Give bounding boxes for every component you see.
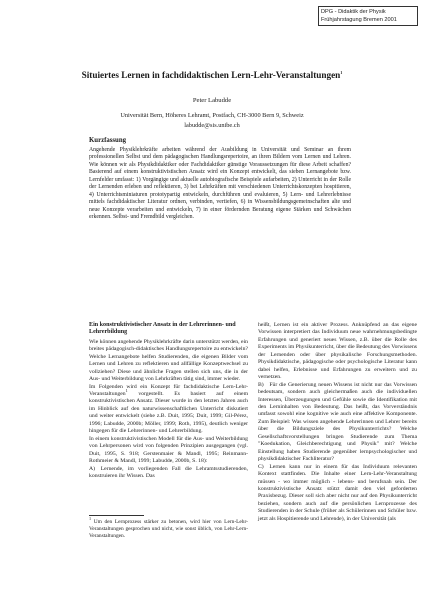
paragraph-text: Im Folgenden wird ein Konzept für fachdidaktische Lern-Lehr-Veranstaltungen — [89, 383, 248, 397]
paragraph: In einem konstruktivistischen Modell für die Aus- und Weiterbildung von Lehrpersonen wird von folgenden Prinzipien ausgegangen (vgl. Duit, 1995, S. 918; Gerstenmaier & Mandl, 1995; Reinmann-Rothmeier & Mandl, 1999; Labudde, 2000b, S. 18): — [89, 435, 248, 465]
paragraph-text: vorgestellt. Es basiert auf einem konstruktivistischen Ansatz. Dieser wurde in den letzten Jahren auch im Hinblick auf den naturwissenschaftlichen Unterricht diskutiert und weiter entwickelt (siehe z.B. Duit, 1995; Duit, 1999; Gil-Pérez, 1996; Labudde, 2000b; Möller, 1999; Roth, 1995), deutlich weniger hingegen für die Lehrerinnen- und Lehrerbildung. — [89, 390, 248, 435]
affiliation: Universität Bern, Höheres Lehramt, Postfach, CH-3000 Bern 9, Schweiz — [120, 112, 304, 119]
paragraph: Wie können angehende Physiklehrkräfte darin unterstützt werden, ein breites pädagogisch-didaktisches Handlungsrepertoire zu entwickeln? Welche Lernangebote helfen Studierenden, die eigenen Bilder vom Lernen und Lehren zu reflektieren und allfällige Konzeptwechsel zu vollziehen? Diese und ähnliche Fragen stellen sich uns, die in der Aus- und Weiterbildung von Lehrkräften tätig sind, immer wieder. — [89, 338, 248, 383]
left-column — [89, 322, 248, 480]
section-heading: Ein konstruktivistischer Ansatz in der Lehrerinnen- und Lehrerbildung — [89, 322, 236, 336]
footnote-rule — [89, 515, 144, 516]
paragraph: C) Lernen kann nur in einem für das Individuum relevanten Kontext stattfinden. Die Inhalte einer Lern-Lehr-Veranstaltung müssen - wo immer möglich - lebens- und berufsnah sein. Der konstruktivistische Ansatz stützt damit den viel geforderten Praxisbezug. Dieser soll sich aber nicht nur auf den Physikunterricht beziehen, sondern auch auf die persönlichen Lernprozesse des Studierenden in der Schule (früher als Schülerinnen und Schüler bzw. jetzt als Hospitierende und Lehrende), in der Universität (als — [258, 463, 417, 522]
paragraph: heißt, Lernen ist ein aktiver Prozess. Anknüpfend an das eigene Vorwissen interpretiert das Individuum neue wahrnehmungsbedingte Erfahrungen und generiert neues Wissen, z.B. über die Rolle des Experiments im Physikunterricht, über die Bedeutung des Vorwissens der Lernenden oder über physikalische Forschungsmethoden. Physikdidaktische, pädagogische oder psychologische Literatur kann dabei helfen, Erlebnisse und Erfahrungen zu erweitern und zu vernetzen. — [258, 322, 417, 381]
footnote-text: Um den Lernprozess stärker zu betonen, wird hier von Lern-Lehr-Veranstaltungen gesprochen und nicht, wie sonst üblich, von Lehr-Lern-Veranstaltungen. — [89, 519, 248, 539]
author: Peter Labudde — [192, 97, 232, 104]
footnote — [89, 516, 248, 540]
stamp-line-1: DPG - Didaktik der Physik — [321, 9, 386, 15]
paper-title — [0, 70, 424, 80]
stamp-line-2: Frühjahrstagung Bremen 2001 — [321, 17, 397, 23]
paragraph — [89, 384, 248, 436]
paragraph: B) Für die Generierung neuen Wissens ist nicht nur das Vorwissen bedeutsam, sondern auch gleichermaßen auch die individuellen Interessen, Überzeugungen und Gefühle sowie die Identifikation mit den Lerninhalten von Bedeutung. Das heißt, das Vorverständnis umfasst sowohl eine kognitive wie auch eine affektive Komponente. Zum Beispiel: Was wissen angehende Lehrerinnen und Lehrer bereits über die Bildungsziele des Physikunterrichts? Welche Gesellschaftsvorstellungen bringen Studierende zum Thema "Koedukation, Gleichberechtigung und Physik" mit? Welche Einstellung haben Studierende gegenüber lernpsychologischer und physikdidaktischer Fachliteratur? — [258, 381, 417, 463]
abstract-heading: Kurzfassung — [89, 137, 127, 144]
conference-stamp — [318, 6, 418, 26]
footnote-number: 1 — [89, 516, 92, 522]
right-column — [258, 322, 417, 523]
title-footnote-mark: 1 — [340, 69, 343, 75]
abstract-text: Angehende Physiklehrkräfte arbeiten während der Ausbildung in Universität und Seminar an ihrem professionellen Selbst und dem pädagogischen Handlungsrepertoire, an ihren Bildern vom Lernen und Lehren. Wie können wir als Physikdidaktiker oder Fachdidaktiker günstige Voraussetzungen für diese Arbeit schaffen? Basierend auf einem konstruktivistischen Ansatz wird ein Konzept entwickelt, das sieben Lernangebote bzw. Lernfelder umfasst: 1) Vorgängige und aktuelle autobiografische Beispiele aufarbeiten, 2) Unterricht in der Rolle der Lernenden erleben und reflektieren, 3) bei Lehrkräften mit verschiedenen Unterrichtskonzepten hospitieren, 4) Unterrichtsminiaturen prototypartig entwickeln, durchführen und evaluieren, 5) Lern- und Lehrerlebnisse mittels fachdidaktischer Literatur ordnen, verbinden, vertiefen, 6) in Wissensbildungsgemeinschaften alte und neue Konzepte verarbeiten und entwickeln, 7) in einer fördernden Beratung eigene Stärken und Schwächen erkennen. Selbst- und Fremdbild vergleichen. — [89, 147, 351, 221]
title-text: Situiertes Lernen in fachdidaktischen Lern-Lehr-Veranstaltungen — [81, 70, 341, 80]
footnote-mark: 1 — [125, 388, 128, 394]
paragraph: A) Lernende, im vorliegenden Fall die Lehramtsstudierenden, konstruieren ihr Wissen. Das — [89, 465, 248, 479]
author-email: labudde@sis.unibe.ch — [184, 122, 240, 129]
